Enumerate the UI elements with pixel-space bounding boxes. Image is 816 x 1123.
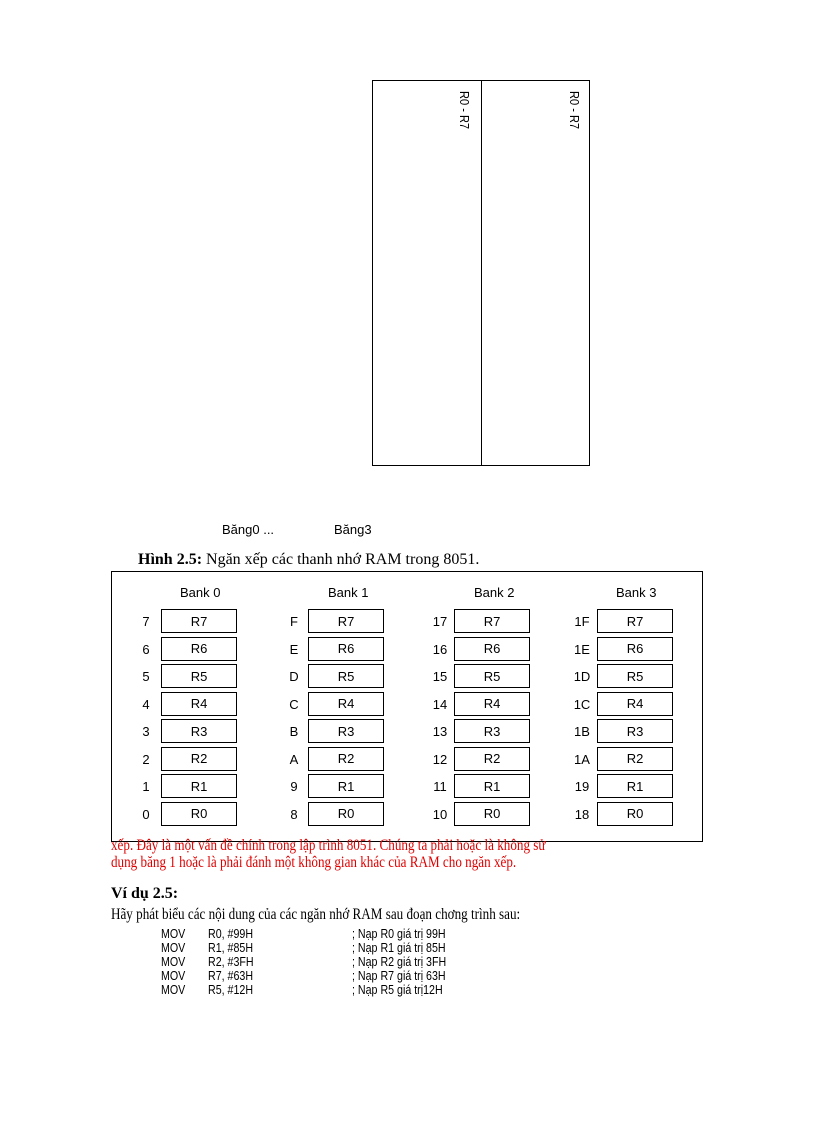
caption-label: Hình 2.5: <box>138 551 203 568</box>
register-cell: R7 <box>161 609 237 633</box>
register-address: 1D <box>573 669 591 684</box>
vertical-label-right: R0 - R7 <box>567 91 582 130</box>
register-cell: R7 <box>597 609 673 633</box>
register-address: B <box>289 724 299 739</box>
register-address: 1C <box>573 696 591 712</box>
register-cell: R2 <box>161 747 237 771</box>
bank-title: Bank 3 <box>616 585 657 600</box>
body-text-red-line1: xếp. Đây là một vấn đề chính trong lập trình 8051. Chúng ta phải hoặc là không sử <box>111 837 546 854</box>
register-address: 12 <box>432 751 448 767</box>
register-cell: R3 <box>161 719 237 743</box>
register-cell: R4 <box>308 692 384 716</box>
register-address: D <box>289 669 299 684</box>
register-cell: R6 <box>597 637 673 661</box>
register-address: 16 <box>432 641 448 657</box>
body-text-red-line2: dụng băng 1 hoặc là phải đánh một không gian khác của RAM cho ngăn xếp. <box>111 854 517 871</box>
register-address: 3 <box>142 724 150 739</box>
register-address: 2 <box>142 751 150 767</box>
register-address: 1E <box>574 641 590 657</box>
code-comment: ; Nạp R2 giá trị 3FH <box>352 954 447 969</box>
register-address: 4 <box>142 696 150 712</box>
register-address: 17 <box>432 614 448 629</box>
register-cell: R2 <box>454 747 530 771</box>
bang-label-end: Băng3 <box>334 522 372 537</box>
register-cell: R5 <box>161 664 237 688</box>
register-cell: R5 <box>308 664 384 688</box>
code-args: R0, #99H <box>208 926 254 941</box>
register-cell: R2 <box>597 747 673 771</box>
code-comment: ; Nạp R5 giá trị12H <box>352 982 443 997</box>
register-cell: R0 <box>454 802 530 826</box>
register-cell: R5 <box>454 664 530 688</box>
register-cell: R0 <box>597 802 673 826</box>
register-cell: R1 <box>454 774 530 798</box>
register-cell: R7 <box>308 609 384 633</box>
register-cell: R6 <box>308 637 384 661</box>
register-address: 14 <box>432 696 448 712</box>
caption-text: Ngăn xếp các thanh nhớ RAM trong 8051. <box>202 551 480 568</box>
register-address: 11 <box>433 779 447 794</box>
register-cell: R1 <box>597 774 673 798</box>
register-address: 7 <box>142 614 150 629</box>
register-address: 13 <box>432 724 448 739</box>
example-heading: Ví dụ 2.5: <box>111 885 179 902</box>
register-address: 5 <box>142 669 150 684</box>
code-op: MOV <box>161 982 186 997</box>
register-cell: R4 <box>161 692 237 716</box>
code-args: R5, #12H <box>208 982 254 997</box>
code-comment: ; Nạp R0 giá trị 99H <box>352 926 446 941</box>
register-cell: R1 <box>161 774 237 798</box>
code-args: R1, #85H <box>208 940 254 955</box>
register-address: 1F <box>574 614 590 629</box>
figure-divider <box>481 81 482 465</box>
register-address: 1 <box>142 779 150 794</box>
register-cell: R6 <box>454 637 530 661</box>
register-address: F <box>290 614 298 629</box>
bank-title: Bank 2 <box>474 585 515 600</box>
register-cell: R5 <box>597 664 673 688</box>
bang-label-start: Băng0 ... <box>222 522 275 537</box>
register-cell: R0 <box>308 802 384 826</box>
example-intro: Hãy phát biểu các nội dung của các ngăn nhớ RAM sau đoạn chơng trình sau: <box>111 906 521 923</box>
vertical-label-left: R0 - R7 <box>457 91 472 130</box>
register-cell: R0 <box>161 802 237 826</box>
code-op: MOV <box>161 926 186 941</box>
code-args: R7, #63H <box>208 968 254 983</box>
bank-title: Bank 1 <box>328 585 369 600</box>
register-address: A <box>289 751 299 767</box>
register-address: 1A <box>574 751 590 767</box>
register-address: 19 <box>574 779 590 794</box>
register-address: 9 <box>290 779 298 794</box>
register-cell: R6 <box>161 637 237 661</box>
register-cell: R3 <box>308 719 384 743</box>
code-op: MOV <box>161 968 186 983</box>
figure-caption <box>138 551 479 569</box>
stack-figure <box>372 80 590 466</box>
register-address: 0 <box>142 806 150 822</box>
code-op: MOV <box>161 940 186 955</box>
code-op: MOV <box>161 954 186 969</box>
register-cell: R2 <box>308 747 384 771</box>
register-address: C <box>289 696 299 712</box>
code-comment: ; Nạp R1 giá trị 85H <box>352 940 446 955</box>
register-cell: R7 <box>454 609 530 633</box>
register-address: 18 <box>574 806 590 822</box>
register-address: 8 <box>290 806 298 822</box>
code-comment: ; Nạp R7 giá trị 63H <box>352 968 446 983</box>
register-address: 6 <box>142 641 150 657</box>
register-address: 1B <box>574 724 590 739</box>
register-cell: R1 <box>308 774 384 798</box>
register-cell: R4 <box>454 692 530 716</box>
register-address: E <box>289 641 299 657</box>
bank-title: Bank 0 <box>180 585 221 600</box>
register-cell: R4 <box>597 692 673 716</box>
register-cell: R3 <box>597 719 673 743</box>
register-cell: R3 <box>454 719 530 743</box>
code-args: R2, #3FH <box>208 954 254 969</box>
register-address: 15 <box>432 669 448 684</box>
register-address: 10 <box>432 806 448 822</box>
